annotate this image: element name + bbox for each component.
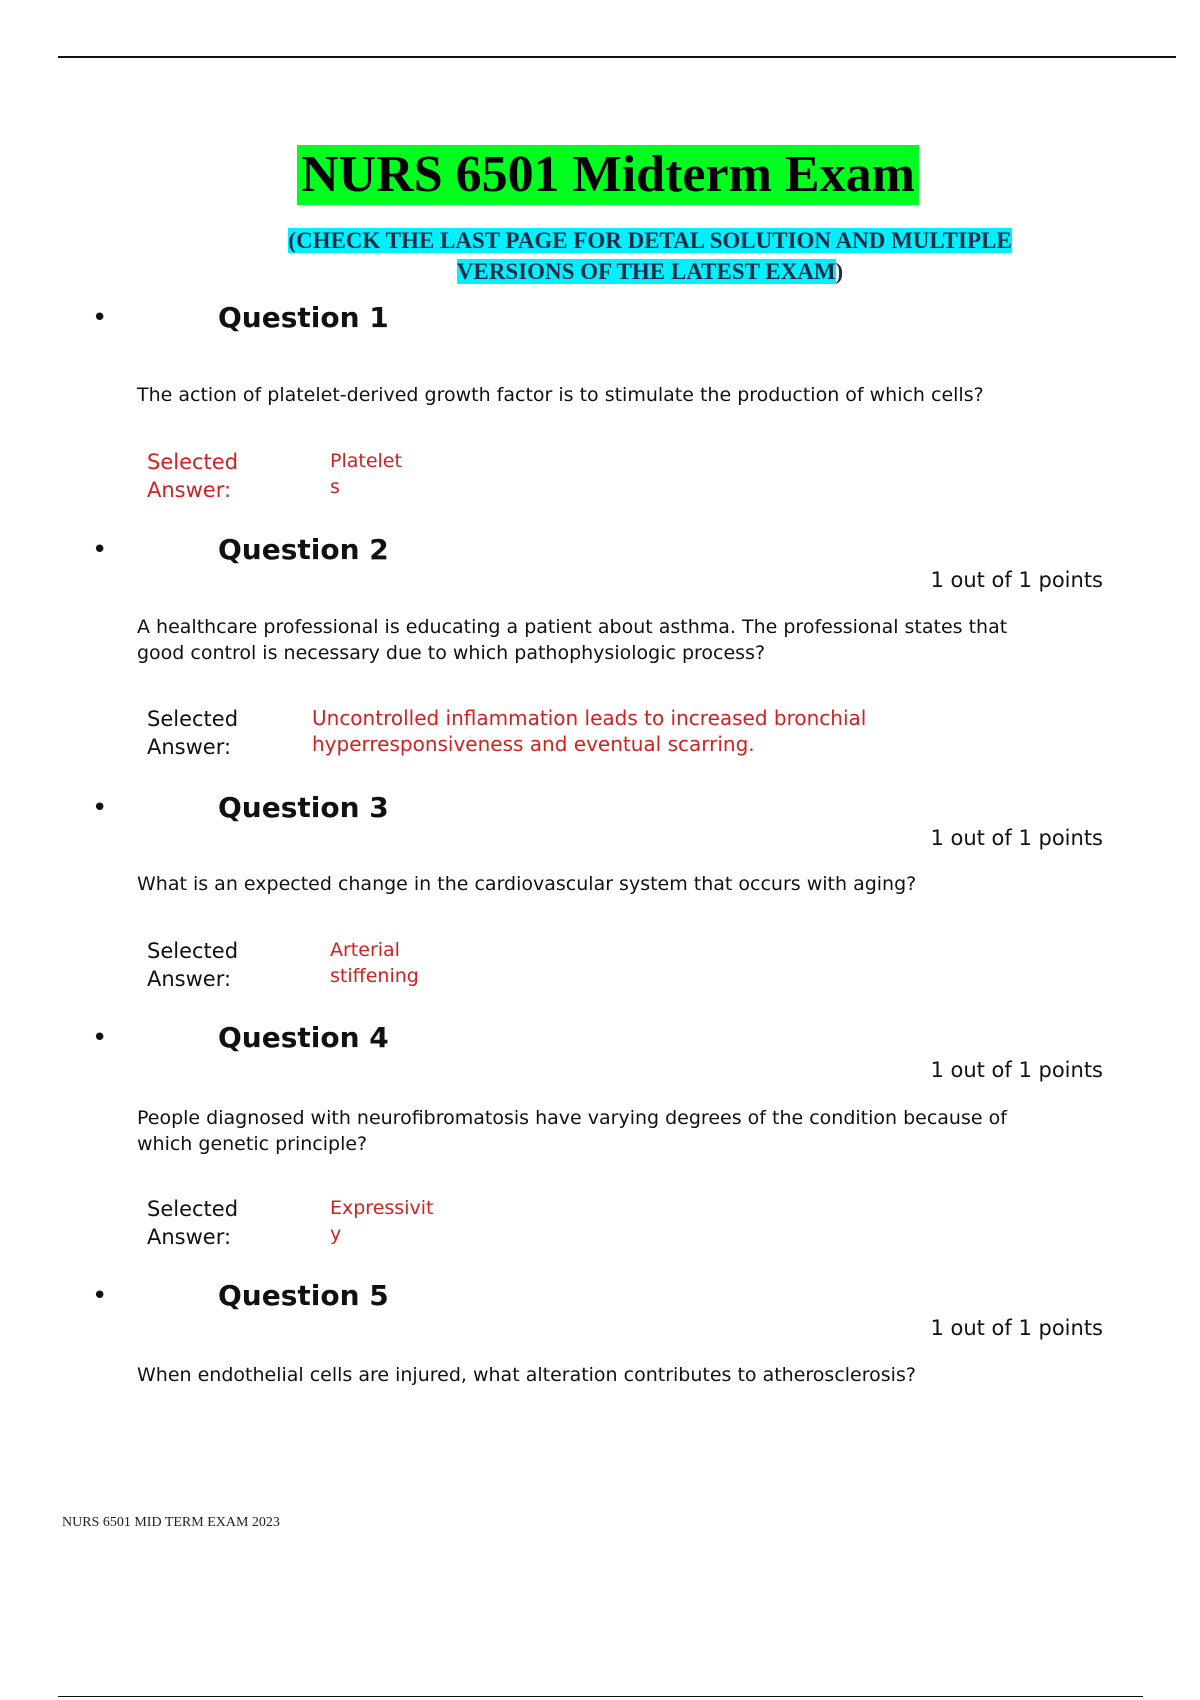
- question-text: A healthcare professional is educating a patient about asthma. The professional states that good control is necessary due to which pathophysiologic process?: [137, 616, 1008, 664]
- question-title: Question 4: [218, 1021, 389, 1054]
- selected-answer-label: Selected Answer:: [147, 1197, 239, 1249]
- selected-answer-value: Arterial stiffening: [330, 939, 419, 987]
- question-title: Question 2: [218, 533, 389, 566]
- selected-answer-value: Expressivity: [330, 1197, 434, 1245]
- subtitle-note: [0, 225, 1200, 287]
- page-title: NURS 6501 Midterm Exam: [297, 145, 919, 205]
- selected-answer-value: Uncontrolled inflammation leads to increased bronchial hyperresponsiveness and eventual scarring.: [312, 706, 867, 756]
- bottom-rule: [58, 1696, 1143, 1697]
- subtitle-line-1: (CHECK THE LAST PAGE FOR DETAL SOLUTION AND MULTIPLE: [288, 228, 1012, 253]
- question-title: Question 5: [218, 1279, 389, 1312]
- question-header: [0, 1276, 1200, 1316]
- question-header: [0, 530, 1200, 570]
- question-text: What is an expected change in the cardiovascular system that occurs with aging?: [137, 873, 917, 895]
- points-badge: 1 out of 1 points: [930, 1316, 1103, 1340]
- subtitle-close: ): [835, 259, 844, 284]
- selected-answer-label: Selected Answer:: [147, 939, 239, 991]
- bullet: •: [92, 1023, 108, 1053]
- question-header: [0, 1018, 1200, 1058]
- selected-answer-label: Selected Answer:: [147, 450, 239, 502]
- question-header: [0, 788, 1200, 828]
- question-text: When endothelial cells are injured, what alteration contributes to atherosclerosis?: [137, 1364, 916, 1386]
- subtitle-line-2: VERSIONS OF THE LATEST EXAM: [456, 259, 836, 284]
- bullet: •: [92, 535, 108, 565]
- question-header: [0, 298, 1200, 338]
- points-badge: 1 out of 1 points: [930, 1058, 1103, 1082]
- question-title: Question 1: [218, 301, 389, 334]
- points-badge: 1 out of 1 points: [930, 568, 1103, 592]
- points-badge: 1 out of 1 points: [930, 826, 1103, 850]
- bullet: •: [92, 303, 108, 333]
- bullet: •: [92, 793, 108, 823]
- question-text: People diagnosed with neurofibromatosis have varying degrees of the condition because of which genetic principle?: [137, 1107, 1007, 1155]
- bullet: •: [92, 1281, 108, 1311]
- question-text: The action of platelet-derived growth factor is to stimulate the production of which cells?: [137, 384, 984, 406]
- selected-answer-value: Platelets: [330, 450, 402, 498]
- top-rule: [58, 56, 1176, 58]
- question-title: Question 3: [218, 791, 389, 824]
- page-footer: NURS 6501 MID TERM EXAM 2023: [62, 1515, 280, 1530]
- selected-answer-label: Selected Answer:: [147, 707, 239, 759]
- title-block: [0, 145, 1200, 205]
